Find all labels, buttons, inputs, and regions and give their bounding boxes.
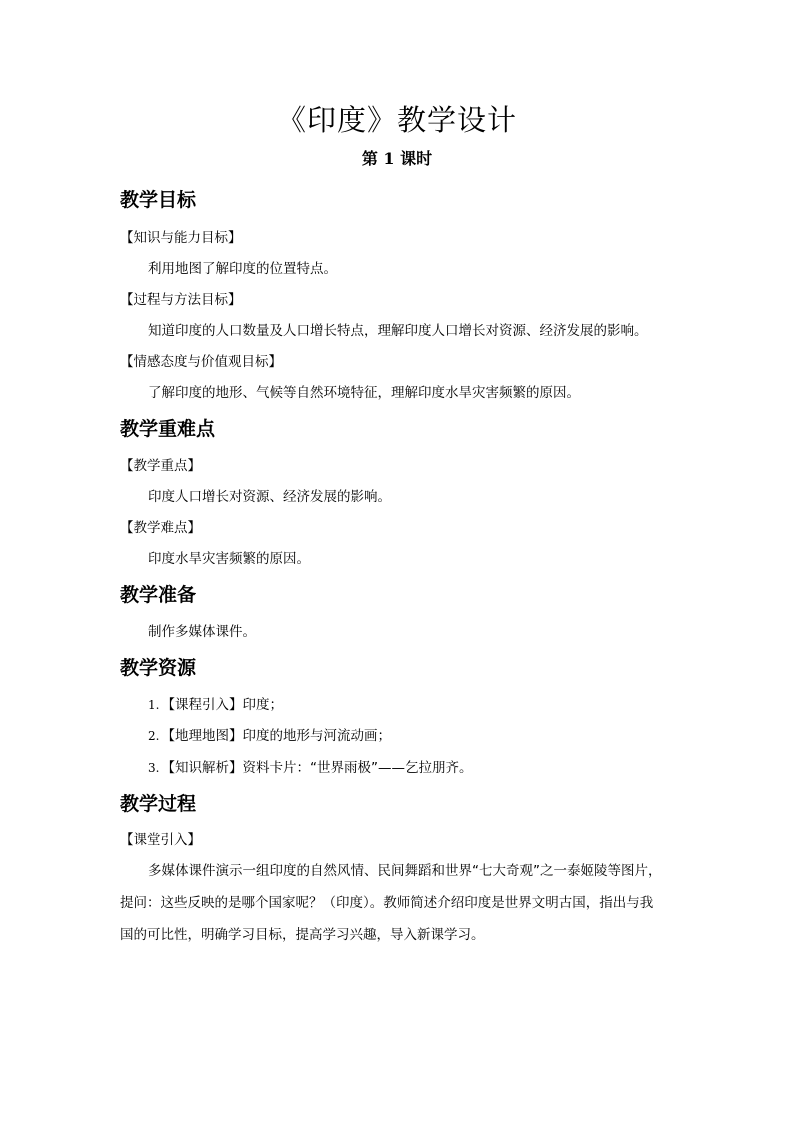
label-emotion-goal: 【情感态度与价值观目标】 (120, 354, 282, 370)
text-knowledge-goal: 利用地图了解印度的位置特点。 (148, 261, 337, 277)
label-process-goal: 【过程与方法目标】 (120, 292, 242, 308)
heading-preparation: 教学准备 (120, 584, 197, 606)
heading-objectives: 教学目标 (120, 189, 197, 211)
resource-item-text: 【地理地图】印度的地形与河流动画； (161, 728, 391, 744)
text-class-intro-line: 提问：这些反映的是哪个国家呢？（印度）。教师简述介绍印度是世界文明古国，指出与我 (120, 895, 654, 911)
text-class-intro-line: 国的可比性，明确学习目标，提高学习兴趣，导入新课学习。 (120, 927, 485, 943)
resource-item-number: 1. (148, 698, 160, 712)
resource-item-text: 【课程引入】印度； (161, 697, 283, 713)
heading-resources: 教学资源 (120, 657, 197, 679)
resource-item-number: 3. (148, 761, 160, 775)
resource-item (148, 695, 283, 715)
heading-process: 教学过程 (120, 793, 197, 815)
resource-item-number: 2. (148, 729, 160, 743)
resource-item (148, 726, 391, 746)
text-emotion-goal: 了解印度的地形、气候等自然环境特征，理解印度水旱灾害频繁的原因。 (148, 385, 580, 401)
heading-key-points: 教学重难点 (120, 418, 216, 440)
text-class-intro-line: 多媒体课件演示一组印度的自然风情、民间舞蹈和世界“七大奇观”之一泰姬陵等图片， (148, 863, 662, 879)
document-title: 《印度》教学设计 (276, 103, 517, 137)
label-teaching-difficulty: 【教学难点】 (120, 520, 201, 536)
label-knowledge-goal: 【知识与能力目标】 (120, 230, 242, 246)
resource-item (148, 758, 472, 778)
text-preparation: 制作多媒体课件。 (148, 624, 256, 640)
resource-item-text: 【知识解析】资料卡片：“世界雨极”——乞拉朋齐。 (161, 760, 473, 776)
text-process-goal: 知道印度的人口数量及人口增长特点，理解印度人口增长对资源、经济发展的影响。 (148, 323, 648, 339)
lesson-period: 第 1 课时 (361, 149, 433, 168)
label-class-intro: 【课堂引入】 (120, 832, 201, 848)
text-teaching-focus: 印度人口增长对资源、经济发展的影响。 (148, 489, 391, 505)
label-teaching-focus: 【教学重点】 (120, 458, 201, 474)
text-teaching-difficulty: 印度水旱灾害频繁的原因。 (148, 551, 310, 567)
